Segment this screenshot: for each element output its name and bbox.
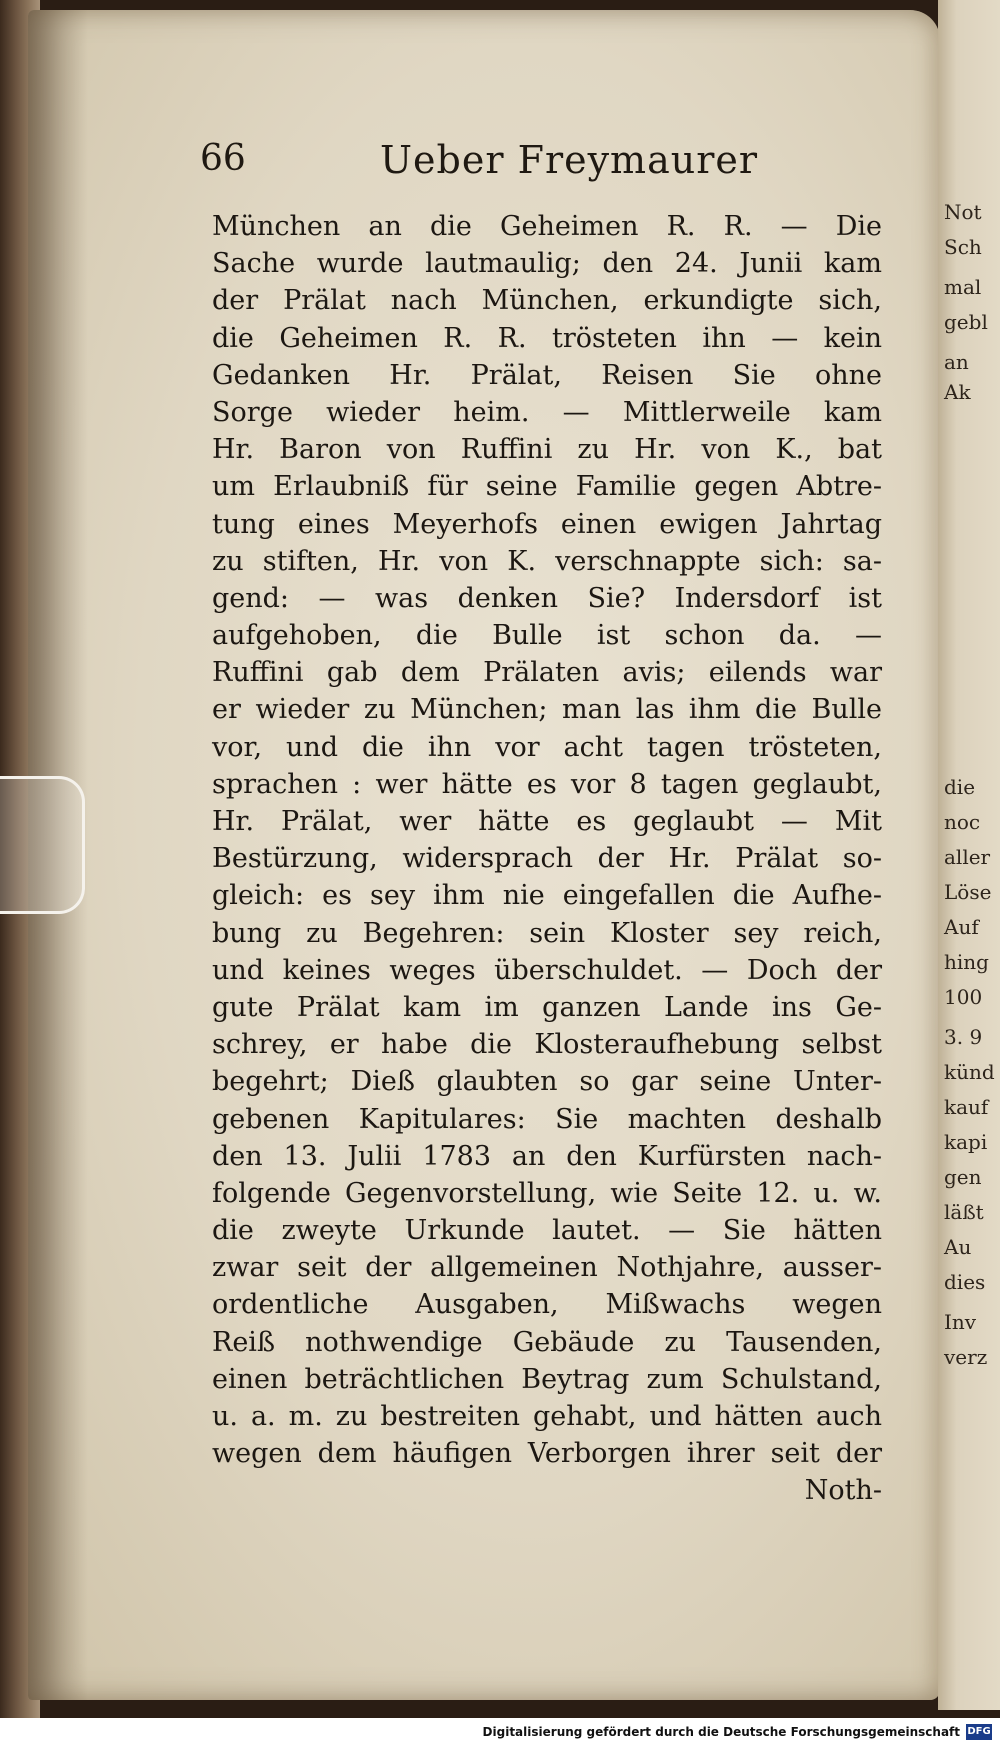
text-line: ordentliche Ausgaben, Mißwachs wegen xyxy=(212,1289,882,1321)
next-page-fragment: Löse xyxy=(944,880,992,904)
text-line: Gedanken Hr. Prälat, Reisen Sie ohne xyxy=(212,359,882,391)
text-line: und keines weges überschuldet. — Doch der xyxy=(212,954,882,986)
text-line: wegen dem häufigen Verborgen ihrer seit der xyxy=(212,1438,882,1470)
text-line: schrey, er habe die Klosteraufhebung selbst xyxy=(212,1029,882,1061)
text-line: folgende Gegenvorstellung, wie Seite 12. u. w. xyxy=(212,1177,882,1209)
catchword: Noth- xyxy=(804,1475,882,1507)
text-line: aufgehoben, die Bulle ist schon da. — xyxy=(212,620,882,652)
next-page-fragment: Inv xyxy=(944,1310,977,1334)
text-line: zu stiften, Hr. von K. verschnappte sich: sa- xyxy=(212,545,882,577)
text-line: gend: — was denken Sie? Indersdorf ist xyxy=(212,582,882,614)
body-text xyxy=(212,208,882,1510)
next-page-fragment: Ak xyxy=(944,380,971,404)
text-line: vor, und die ihn vor acht tagen trösteten, xyxy=(212,731,882,763)
next-page-fragment: läßt xyxy=(944,1200,984,1224)
next-page-fragment: künd xyxy=(944,1060,995,1084)
text-line: Sorge wieder heim. — Mittlerweile kam xyxy=(212,396,882,428)
text-line: u. a. m. zu bestreiten gehabt, und hätten auch xyxy=(212,1401,882,1432)
page-clip xyxy=(0,776,85,914)
text-line: er wieder zu München; man las ihm die Bulle xyxy=(212,694,882,726)
next-page-fragment: Auf xyxy=(944,915,979,939)
running-head xyxy=(200,138,890,188)
next-page-fragment: mal xyxy=(944,275,982,299)
next-page-fragment: kapi xyxy=(944,1130,988,1154)
text-line: die zweyte Urkunde lautet. — Sie hätten xyxy=(212,1215,882,1247)
dfg-logo: DFG xyxy=(966,1724,992,1740)
text-line: sprachen : wer hätte es vor 8 tagen geglaubt, xyxy=(212,768,882,800)
next-page-fragment: Not xyxy=(944,200,982,224)
text-line: zwar seit der allgemeinen Nothjahre, ausser- xyxy=(212,1252,882,1284)
footer-bar xyxy=(0,1718,1000,1748)
text-line: tung eines Meyerhofs einen ewigen Jahrtag xyxy=(212,508,882,540)
next-page-fragment: die xyxy=(944,775,976,799)
text-line: Bestürzung, widersprach der Hr. Prälat so- xyxy=(212,843,882,875)
text-line: gleich: es sey ihm nie eingefallen die Aufhe- xyxy=(212,880,882,912)
next-page-fragment: noc xyxy=(944,810,981,834)
text-line: bung zu Begehren: sein Kloster sey reich, xyxy=(212,917,882,949)
text-line: um Erlaubniß für seine Familie gegen Abtre- xyxy=(212,471,882,503)
text-line: den 13. Julii 1783 an den Kurfürsten nach- xyxy=(212,1140,882,1172)
text-line: Reiß nothwendige Gebäude zu Tausenden, xyxy=(212,1326,882,1358)
next-page-fragment: kauf xyxy=(944,1095,989,1119)
footer-credit: Digitalisierung gefördert durch die Deutsche Forschungsgemeinschaft xyxy=(482,1725,960,1739)
page-number: 66 xyxy=(200,138,246,179)
text-line: Sache wurde lautmaulig; den 24. Junii kam xyxy=(212,248,882,280)
running-title: Ueber Freymaurer xyxy=(380,138,759,182)
text-line: Ruffini gab dem Prälaten avis; eilends war xyxy=(212,657,882,689)
next-page-fragment: an xyxy=(944,350,969,374)
text-line: München an die Geheimen R. R. — Die xyxy=(212,211,882,242)
next-page-fragment: aller xyxy=(944,845,991,869)
text-line: gebenen Kapitulares: Sie machten deshalb xyxy=(212,1103,882,1135)
next-page-fragment: hing xyxy=(944,950,989,974)
text-line: der Prälat nach München, erkundigte sich, xyxy=(212,285,882,317)
next-page-fragment: gebl xyxy=(944,310,988,334)
next-page-fragment: 100 xyxy=(944,985,983,1009)
text-line: einen beträchtlichen Beytrag zum Schulstand, xyxy=(212,1363,882,1395)
text-line: die Geheimen R. R. trösteten ihn — kein xyxy=(212,322,882,354)
text-line: Hr. Prälat, wer hätte es geglaubt — Mit xyxy=(212,806,882,837)
next-page-fragment: dies xyxy=(944,1270,986,1294)
next-page-fragment: gen xyxy=(944,1165,982,1189)
next-page-fragment: verz xyxy=(944,1345,988,1369)
text-line: begehrt; Dieß glaubten so gar seine Unter- xyxy=(212,1066,882,1098)
next-page-fragment: Au xyxy=(944,1235,972,1259)
text-line: Hr. Baron von Ruffini zu Hr. von K., bat xyxy=(212,434,882,466)
next-page-fragment: 3. 9 xyxy=(944,1025,983,1049)
text-line: gute Prälat kam im ganzen Lande ins Ge- xyxy=(212,991,882,1023)
next-page-fragment: Sch xyxy=(944,235,982,259)
next-page-edge xyxy=(938,0,1000,1710)
